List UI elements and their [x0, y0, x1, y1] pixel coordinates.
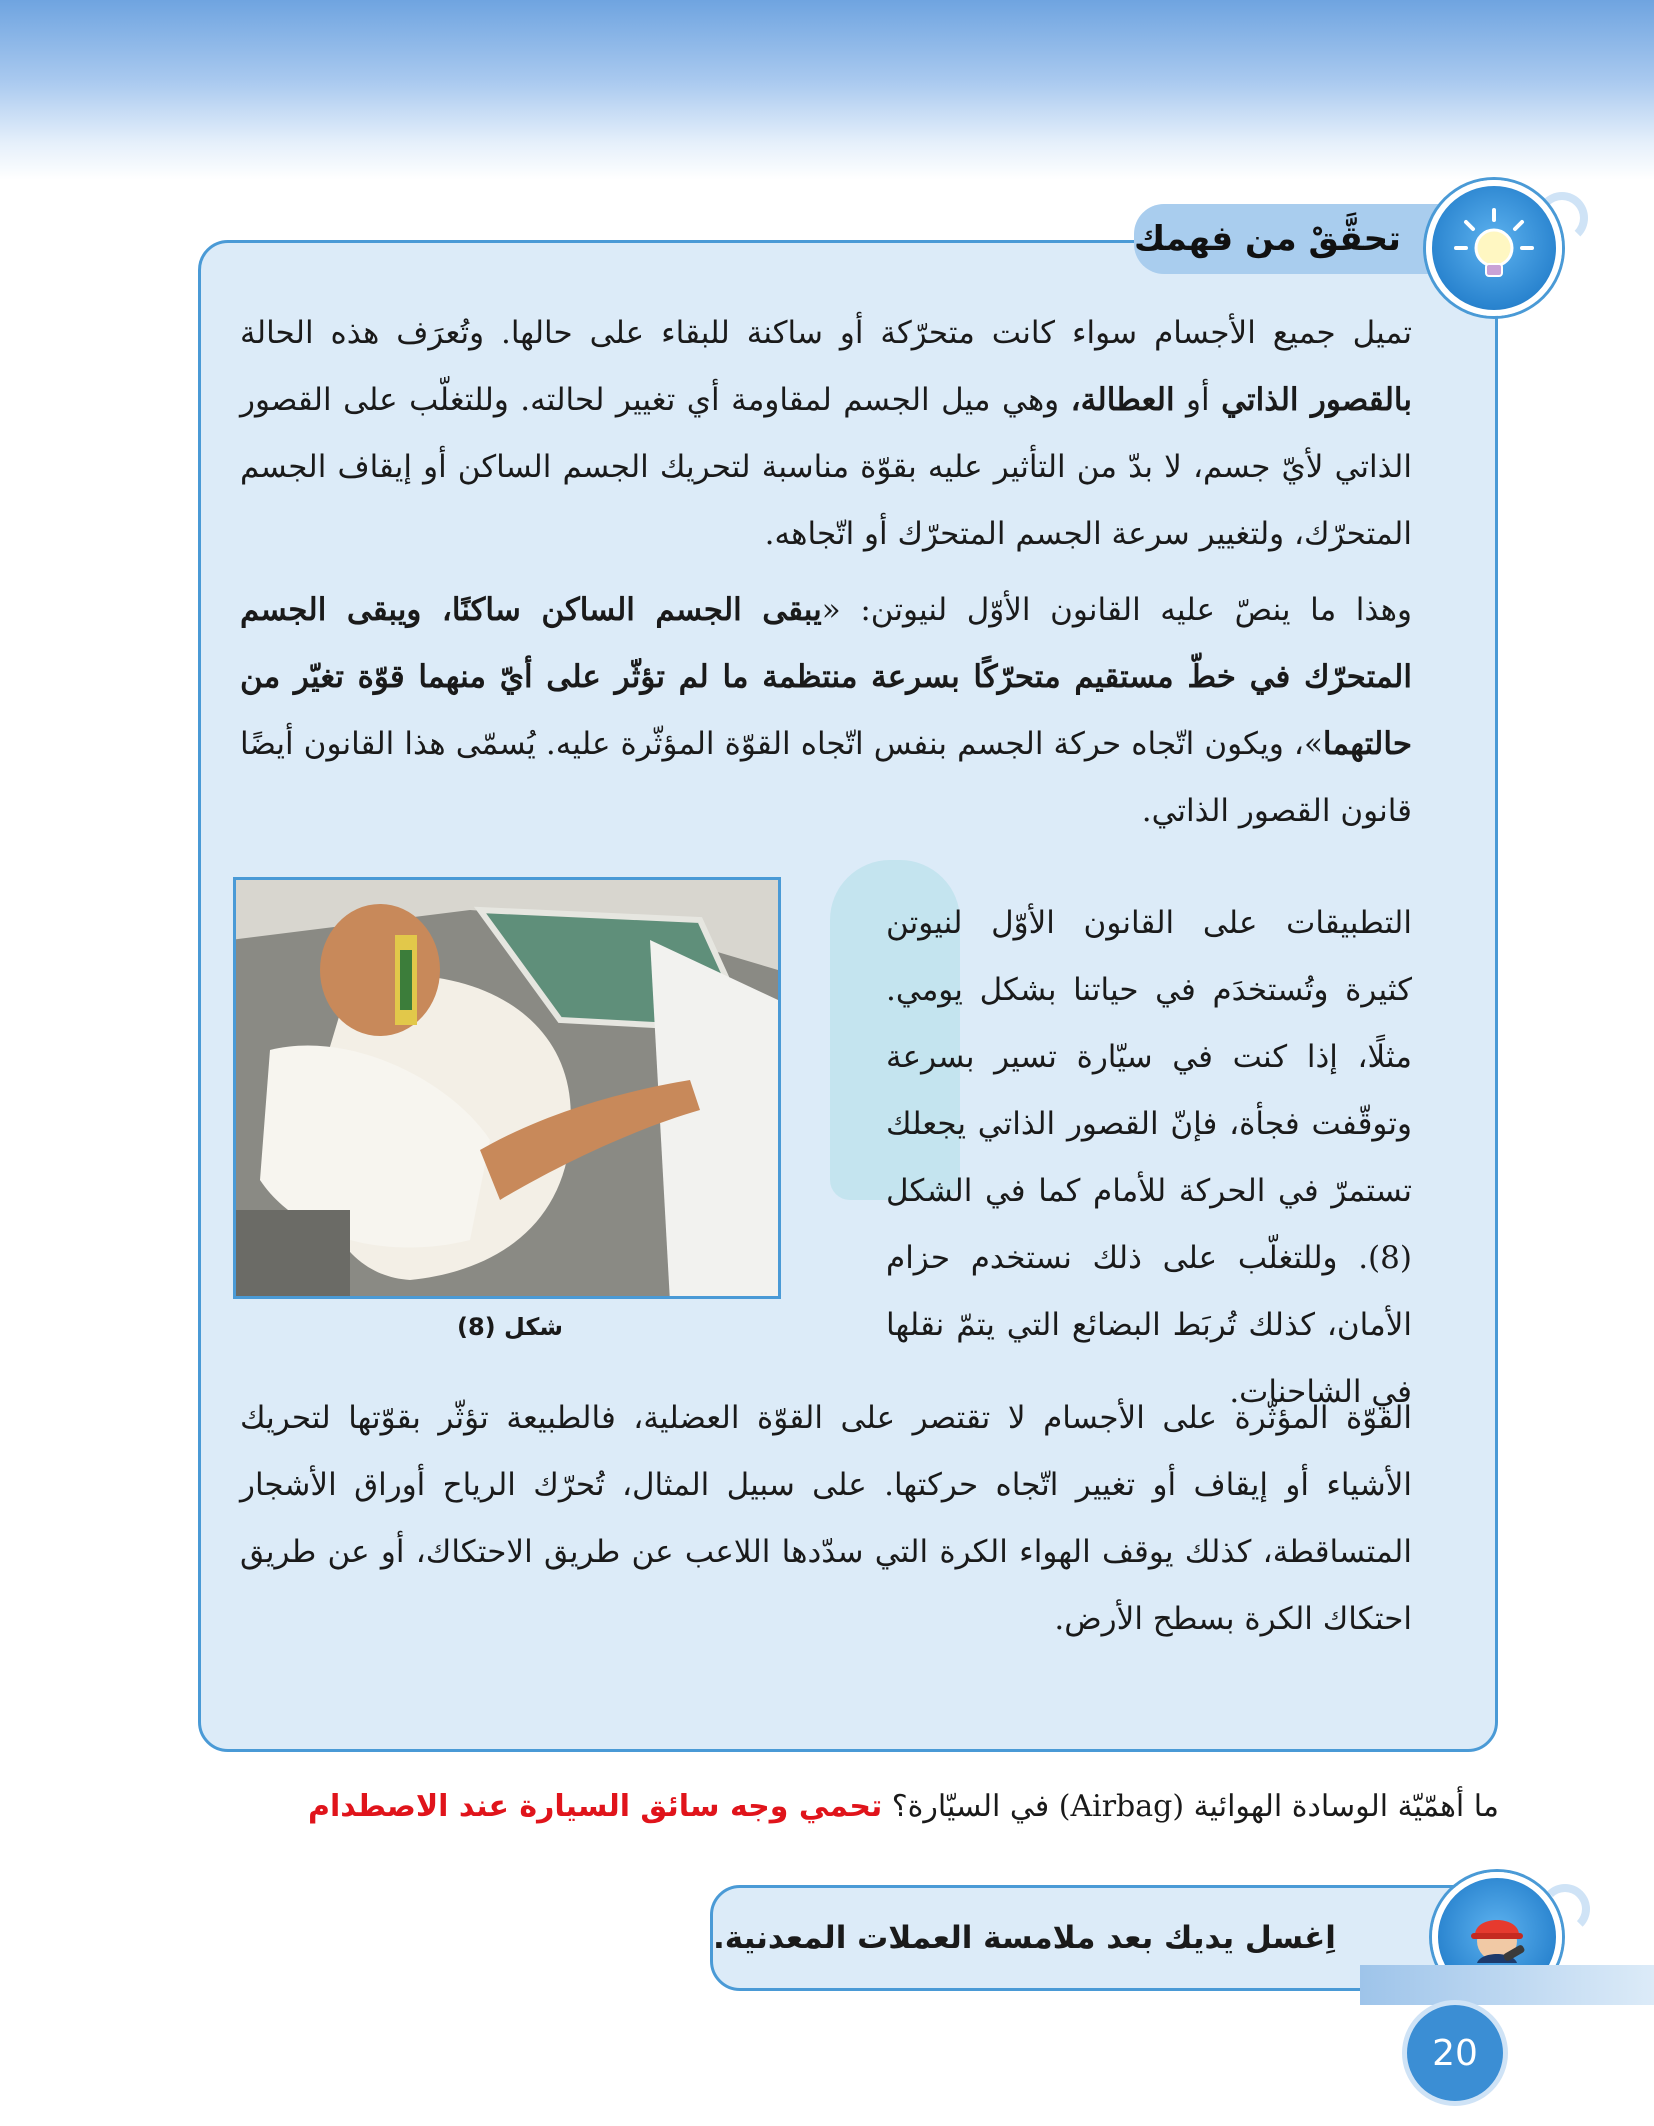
paragraph-applications: التطبيقات على القانون الأوّل لنيوتن كثيرة وتُستخدَم في حياتنا بشكل يومي. مثلًا، إذا كنت في سيّارة تسير بسرعة وتوقّفت فجأة، فإنّ القصور الذاتي يجعلك تستمرّ في الحركة للأمام كما في الشكل (8). وللتغلّب على ذلك نستخدم حزام الأمان، كذلك تُربَط البضائع التي يتمّ نقلها في الشاحنات. [886, 905, 1412, 1410]
paragraph-inertia-definition [240, 300, 1412, 568]
term-inertia-alt: العطالة، [1070, 382, 1175, 418]
p1-text-b: وهي ميل الجسم لمقاومة أي تغيير لحالته. وللتغلّب على القصور الذاتي لأيّ جسم، لا بدّ من التأثير عليه بقوّة مناسبة لتحريك الجسم الساكن أو إيقاف الجسم المتحرّك، ولتغيير سرعة الجسم المتحرّك أو اتّجاهه. [240, 382, 1412, 552]
page-number-band [1360, 1965, 1654, 2005]
figure-caption: شكل (8) [457, 1313, 563, 1341]
crash-test-photo [233, 877, 781, 1299]
question-text: ما أهمّيّة الوسادة الهوائية (Airbag) في السيّارة؟ [882, 1789, 1499, 1824]
paragraph-natural-forces: القوّة المؤثّرة على الأجسام لا تقتصر على القوّة العضلية، فالطبيعة تؤثّر بقوّتها لتحريك الأشياء أو إيقاف أو تغيير اتّجاه حركتها. على سبيل المثال، تُحرّك الرياح أوراق الأشجار المتساقطة، كذلك يوقف الهواء الكرة التي سدّدها اللاعب عن طريق الاحتكاك، أو عن طريق احتكاك الكرة بسطح الأرض. [240, 1400, 1412, 1637]
paragraph-newton-first-law [240, 577, 1412, 845]
p1-or: أو [1174, 382, 1222, 418]
top-gradient-band [0, 0, 1654, 180]
lightbulb-icon [1426, 180, 1562, 316]
question-answer: تحمي وجه سائق السيارة عند الاصطدام [308, 1789, 883, 1824]
p1-text-a: تميل جميع الأجسام سواء كانت متحرّكة أو ساكنة للبقاء على حالها. وتُعرَف هذه الحالة [240, 315, 1412, 351]
airbag-question [159, 1785, 1499, 1829]
p2-text-b: »، ويكون اتّجاه حركة الجسم بنفس اتّجاه القوّة المؤثّرة عليه. يُسمّى هذا القانون أيضًا قانون القصور الذاتي. [240, 726, 1412, 829]
term-inertia: بالقصور الذاتي [1221, 382, 1412, 418]
section-title: تحقَّقْ من فهمك [1134, 219, 1401, 259]
page-number: 20 [1402, 2000, 1508, 2106]
newton-law-statement: يبقى الجسم الساكن ساكنًا، ويبقى الجسم المتحرّك في خطّ مستقيم متحرّكًا بسرعة منتظمة ما لم تؤثّر على أيّ منهما قوّة تغيّر من حالتهما [240, 592, 1412, 762]
p2-text-a: وهذا ما ينصّ عليه القانون الأوّل لنيوتن: « [821, 592, 1412, 628]
safety-tip-text: اِغسل يديك بعد ملامسة العملات المعدنية. [713, 1920, 1336, 1956]
